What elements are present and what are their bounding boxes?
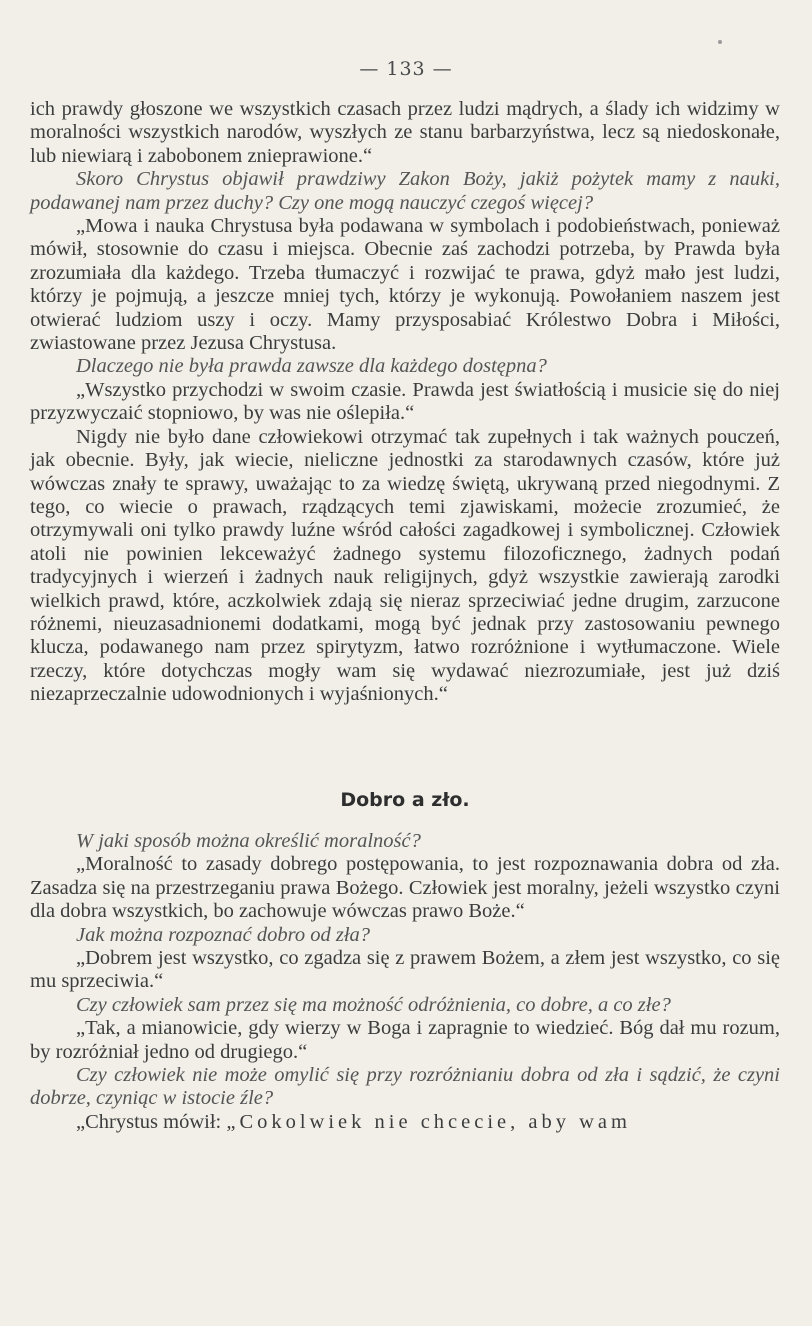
paragraph: Nigdy nie było dane człowiekowi otrzymać tak zupełnych i tak ważnych pouczeń, jak obecnie. Były, jak wiecie, nieliczne jednostki za starodawnych czasów, które już wówczas znały te sprawy, uważając to za wiedzę świętą, ukrywaną przed niegodnymi. Z tego, co wiecie o prawach, rządzących temi zjawiskami, możecie zrozumieć, że otrzymywali oni tylko prawdy luźne wśród całości zagadkowej i symbolicznej. Człowiek atoli nie powinien lekceważyć żadnego systemu filozoficznego, żadnych podań tradycyjnych i wierzeń i żadnych nauk religijnych, gdyż wszystkie zawierają zarodki wielkich prawd, które, aczkolwiek zdają się nieraz sprzeciwiać jedne drugim, zarzucone różnemi, nieuzasadnionemi dodatkami, mogą być jednak przy zastosowaniu pewnego klucza, podawanego nam przez spirytyzm, łatwo rozróżnione i wytłumaczone. Wiele rzeczy, które dotychczas mogły wam się wydawać niezrozumiałe, jest już dziś niezaprzeczalnie udowodnionych i wyjaśnionych.“ (30, 425, 780, 706)
print-speck (718, 40, 722, 44)
answer-paragraph: „Mowa i nauka Chrystusa była podawana w symbolach i podobieństwach, ponieważ mówił, stosownie do czasu i miejsca. Obecnie zaś zachodzi potrzeba, by Prawda była zrozumiała dla każdego. Trzeba tłumaczyć i rozwijać te prawa, gdyż mało jest ludzi, którzy je pojmują, a jeszcze mniej tych, którzy je wykonują. Powołaniem naszem jest otwierać ludziom uszy i oczy. Mamy przysposabiać Królestwo Dobra i Miłości, zwiastowane przez Jezusa Chrystusa. (30, 215, 780, 355)
question: Dlaczego nie była prawda zawsze dla każdego dostępna? (76, 355, 547, 378)
question: W jaki sposób można określić moralność? (76, 829, 421, 852)
question: Jak można rozpoznać dobro od zła? (76, 923, 371, 946)
last-line-prefix: „Chrystus mówił: (76, 1110, 227, 1133)
answer-paragraph: „Wszystko przychodzi w swoim czasie. Prawda jest światłością i musicie się do niej przyzwyczaić stopniowo, by was nie oślepiła.“ (30, 378, 780, 425)
answer-paragraph: „Dobrem jest wszystko, co zgadza się z prawem Bożem, a złem jest wszystko, co się mu sprzeciwia.“ (30, 947, 780, 993)
last-line (30, 1111, 780, 1134)
question: Skoro Chrystus objawił prawdziwy Zakon Boży, jakiż pożytek mamy z nauki, podawanej nam przez duchy? Czy one mogą nauczyć czegoś więcej? (30, 168, 780, 214)
answer-paragraph: „Tak, a mianowicie, gdy wierzy w Boga i zapragnie to wiedzieć. Bóg dał mu rozum, by rozróżniał jedno od drugiego.“ (30, 1017, 780, 1063)
question: Czy człowiek nie może omylić się przy rozróżnianiu dobra od zła i sądzić, że czyni dobrze, czyniąc w istocie źle? (30, 1064, 780, 1110)
paragraph: ich prawdy głoszone we wszystkich czasach przez ludzi mądrych, a ślady ich widzimy w moralności wszystkich narodów, wyszłych ze stanu barbarzyństwa, lecz są niedoskonałe, lub niewiarą i zabobonem znieprawione.“ (30, 98, 780, 167)
question: Czy człowiek sam przez się ma możność odróżnienia, co dobre, a co złe? (76, 993, 671, 1016)
answer-paragraph: „Moralność to zasady dobrego postępowania, to jest rozpoznawania dobra od zła. Zasadza się na przestrzeganiu prawa Bożego. Człowiek jest moralny, jeżeli wszystko czyni dla dobra wszystkich, bo zachowuje wówczas prawo Boże.“ (30, 853, 780, 923)
last-line-spaced: „Cokolwiek nie chcecie, aby wam (226, 1110, 631, 1133)
section-heading: Dobro a zło. (340, 788, 470, 811)
page-number: — 133 — (359, 58, 453, 80)
body-text (30, 98, 780, 1134)
